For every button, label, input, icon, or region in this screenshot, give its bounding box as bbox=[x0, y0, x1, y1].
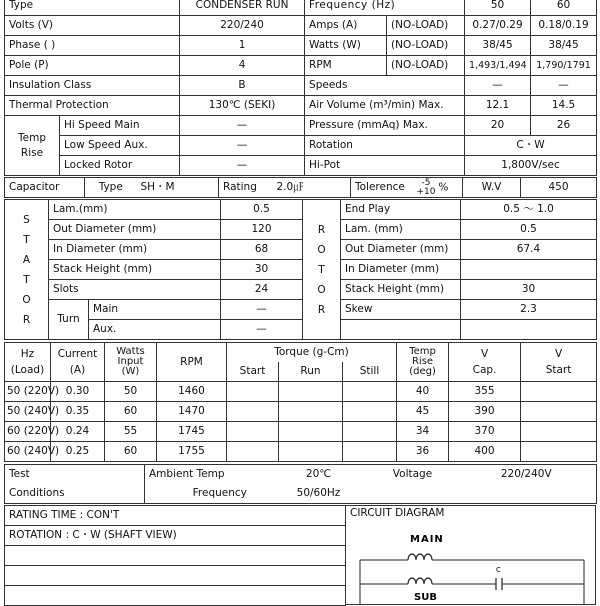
pole-value: 4 bbox=[180, 56, 305, 76]
voltage-value: 220/240V bbox=[457, 465, 597, 485]
stator-letter: S bbox=[23, 213, 30, 226]
pole-label: Pole (P) bbox=[5, 56, 180, 76]
perf-rpm: 1470 bbox=[157, 402, 227, 422]
perf-still bbox=[343, 382, 397, 402]
type-value: CONDENSER RUN bbox=[180, 0, 305, 16]
stator-letter: R bbox=[22, 313, 31, 326]
stator-od-value: 120 bbox=[221, 220, 303, 240]
perf-row bbox=[5, 402, 597, 422]
temp-rise-label: Temp Rise bbox=[5, 116, 60, 176]
main-winding-label: MAIN bbox=[410, 534, 444, 545]
stator-letter: T bbox=[23, 273, 30, 286]
amps-label: Amps (A) bbox=[305, 16, 387, 36]
perf-start bbox=[227, 382, 279, 402]
perf-cap-header: V Cap. bbox=[449, 343, 521, 382]
rotor-letter: R bbox=[317, 303, 326, 316]
rotor-letter: T bbox=[318, 263, 325, 276]
perf-current: 0.25 bbox=[51, 442, 105, 462]
perf-start bbox=[227, 402, 279, 422]
circuit-diagram-label: CIRCUIT DIAGRAM bbox=[350, 507, 445, 519]
perf-cap: 355 bbox=[449, 382, 521, 402]
rotor-letter: R bbox=[317, 223, 326, 236]
perf-vstart bbox=[521, 402, 597, 422]
perf-hz: 60 (220V) bbox=[5, 422, 51, 442]
perf-hz-header: Hz (Load) bbox=[5, 343, 51, 382]
voltage-label: Voltage bbox=[369, 465, 457, 485]
perf-run bbox=[279, 422, 343, 442]
cap-type-value: SH・M bbox=[137, 178, 219, 198]
circuit-diagram-box bbox=[345, 505, 596, 605]
test-conditions-table bbox=[4, 464, 597, 504]
freq-50: 50 bbox=[465, 0, 531, 16]
stator-main-label: Main bbox=[89, 300, 221, 320]
sub-winding-label: SUB bbox=[414, 592, 437, 603]
rotor-skew-value: 2.3 bbox=[461, 300, 597, 320]
perf-rpm: 1745 bbox=[157, 422, 227, 442]
circuit-diagram bbox=[346, 524, 595, 604]
capacitor-table bbox=[4, 177, 597, 198]
perf-run bbox=[279, 442, 343, 462]
rpm-label: RPM bbox=[305, 56, 387, 76]
perf-row bbox=[5, 442, 597, 462]
rotor-stack-value: 30 bbox=[461, 280, 597, 300]
hipot-value: 1,800V/sec bbox=[465, 156, 597, 176]
rating-time: RATING TIME : CON'T bbox=[5, 506, 346, 526]
air-50: 12.1 bbox=[465, 96, 531, 116]
hi-speed-value: — bbox=[180, 116, 305, 136]
perf-temp: 36 bbox=[397, 442, 449, 462]
perf-vstart-header: V Start bbox=[521, 343, 597, 382]
perf-still bbox=[343, 442, 397, 462]
rpm-note: (NO-LOAD) bbox=[387, 56, 465, 76]
spec-table bbox=[4, 0, 597, 176]
rpm-60: 1,790/1791 bbox=[531, 56, 597, 76]
perf-cap: 370 bbox=[449, 422, 521, 442]
perf-start bbox=[227, 442, 279, 462]
pressure-60: 26 bbox=[531, 116, 597, 136]
speeds-60: — bbox=[531, 76, 597, 96]
stator-lam-value: 0.5 bbox=[221, 200, 303, 220]
rotor-od-value: 67.4 bbox=[461, 240, 597, 260]
rotor-endplay-label: End Play bbox=[341, 200, 461, 220]
stator-letter: O bbox=[22, 293, 31, 306]
locked-rotor-label: Locked Rotor bbox=[60, 156, 180, 176]
test-frequency-label: Frequency bbox=[145, 484, 269, 504]
cap-wv-value: 450 bbox=[521, 178, 597, 198]
thermal-value: 130℃ (SEKI) bbox=[180, 96, 305, 116]
speeds-label: Speeds bbox=[305, 76, 465, 96]
stator-letter: T bbox=[23, 233, 30, 246]
stator-letter: A bbox=[22, 253, 31, 266]
conditions-label: Conditions bbox=[5, 484, 145, 504]
insulation-label: Insulation Class bbox=[5, 76, 180, 96]
rpm-50: 1,493/1,494 bbox=[465, 56, 531, 76]
rotor-letter: O bbox=[317, 243, 326, 256]
test-label: Test bbox=[5, 465, 145, 485]
perf-temp: 45 bbox=[397, 402, 449, 422]
capacitor-label: Capacitor bbox=[5, 178, 85, 198]
freq-label: Frequency (Hz) bbox=[305, 0, 465, 16]
speeds-50: — bbox=[465, 76, 531, 96]
perf-rpm: 1755 bbox=[157, 442, 227, 462]
perf-temp: 40 bbox=[397, 382, 449, 402]
stator-lam-label: Lam.(mm) bbox=[49, 200, 221, 220]
cap-tolerance-label: Tolerence bbox=[351, 178, 413, 198]
thermal-label: Thermal Protection bbox=[5, 96, 180, 116]
rotor-od-label: Out Diameter (mm) bbox=[341, 240, 461, 260]
stator-od-label: Out Diameter (mm) bbox=[49, 220, 221, 240]
type-label: Type bbox=[5, 0, 180, 16]
hi-speed-label: Hi Speed Main bbox=[60, 116, 180, 136]
watts-note: (NO-LOAD) bbox=[387, 36, 465, 56]
perf-vstart bbox=[521, 422, 597, 442]
ambient-label: Ambient Temp bbox=[145, 465, 269, 485]
watts-60: 38/45 bbox=[531, 36, 597, 56]
ambient-value: 20℃ bbox=[269, 465, 369, 485]
perf-cap: 390 bbox=[449, 402, 521, 422]
rotor-letter: O bbox=[317, 283, 326, 296]
perf-temp-header: Temp Rise (deg) bbox=[397, 343, 449, 382]
perf-cap: 400 bbox=[449, 442, 521, 462]
perf-current: 0.35 bbox=[51, 402, 105, 422]
perf-still bbox=[343, 402, 397, 422]
insulation-value: B bbox=[180, 76, 305, 96]
air-volume-label: Air Volume (m³/min) Max. bbox=[305, 96, 465, 116]
stator-stack-value: 30 bbox=[221, 260, 303, 280]
rotor-vertical-label bbox=[303, 200, 341, 340]
hipot-label: Hi-Pot bbox=[305, 156, 465, 176]
perf-watts: 55 bbox=[105, 422, 157, 442]
rotor-stack-label: Stack Height (mm) bbox=[341, 280, 461, 300]
rotor-lam-value: 0.5 bbox=[461, 220, 597, 240]
rotation-value: C・W bbox=[465, 136, 597, 156]
phase-label: Phase ( ) bbox=[5, 36, 180, 56]
phase-value: 1 bbox=[180, 36, 305, 56]
stator-id-value: 68 bbox=[221, 240, 303, 260]
pressure-50: 20 bbox=[465, 116, 531, 136]
stator-id-label: In Diameter (mm) bbox=[49, 240, 221, 260]
rotor-id-label: In Diameter (mm) bbox=[341, 260, 461, 280]
performance-table bbox=[4, 342, 597, 462]
perf-current-header: Current (A) bbox=[51, 343, 105, 382]
perf-hz: 50 (240V) bbox=[5, 402, 51, 422]
notes-table bbox=[4, 505, 346, 606]
cap-tolerance-value: -5 +10 % bbox=[413, 178, 463, 198]
perf-run bbox=[279, 402, 343, 422]
air-60: 14.5 bbox=[531, 96, 597, 116]
stator-main-value: — bbox=[221, 300, 303, 320]
perf-current: 0.24 bbox=[51, 422, 105, 442]
stator-slots-value: 24 bbox=[221, 280, 303, 300]
sub-coil bbox=[408, 578, 432, 584]
perf-watts: 60 bbox=[105, 442, 157, 462]
cap-rating-label: Rating bbox=[219, 178, 273, 198]
perf-torque-still: Still bbox=[343, 362, 397, 382]
volts-label: Volts (V) bbox=[5, 16, 180, 36]
stator-vertical-label bbox=[5, 200, 49, 340]
perf-vstart bbox=[521, 442, 597, 462]
stator-stack-label: Stack Height (mm) bbox=[49, 260, 221, 280]
rotor-endplay-value: 0.5 ～ 1.0 bbox=[461, 200, 597, 220]
perf-start bbox=[227, 422, 279, 442]
perf-rpm: 1460 bbox=[157, 382, 227, 402]
perf-watts: 60 bbox=[105, 402, 157, 422]
volts-value: 220/240 bbox=[180, 16, 305, 36]
pressure-label: Pressure (mmAq) Max. bbox=[305, 116, 465, 136]
stator-slots-label: Slots bbox=[49, 280, 221, 300]
perf-torque-header: Torque (g-Cm) bbox=[227, 343, 397, 363]
perf-row bbox=[5, 422, 597, 442]
test-frequency-value: 50/60Hz bbox=[269, 484, 369, 504]
stator-turn-label: Turn bbox=[49, 300, 89, 340]
perf-hz: 50 (220V) bbox=[5, 382, 51, 402]
perf-temp: 34 bbox=[397, 422, 449, 442]
low-speed-value: — bbox=[180, 136, 305, 156]
stator-rotor-table bbox=[4, 199, 597, 340]
rotor-id-value bbox=[461, 260, 597, 280]
stator-aux-value: — bbox=[221, 320, 303, 340]
perf-torque-run: Run bbox=[279, 362, 343, 382]
rotor-skew-label: Skew bbox=[341, 300, 461, 320]
capacitor-symbol bbox=[496, 578, 502, 590]
rotor-lam-label: Lam. (mm) bbox=[341, 220, 461, 240]
perf-hz: 60 (240V) bbox=[5, 442, 51, 462]
watts-label: Watts (W) bbox=[305, 36, 387, 56]
perf-row bbox=[5, 382, 597, 402]
perf-watts: 50 bbox=[105, 382, 157, 402]
low-speed-label: Low Speed Aux. bbox=[60, 136, 180, 156]
freq-60: 60 bbox=[531, 0, 597, 16]
rotation-label: Rotation bbox=[305, 136, 465, 156]
amps-60: 0.18/0.19 bbox=[531, 16, 597, 36]
perf-rpm-header: RPM bbox=[157, 343, 227, 382]
rotation-note: ROTATION : C・W (SHAFT VIEW) bbox=[5, 526, 346, 546]
amps-note: (NO-LOAD) bbox=[387, 16, 465, 36]
perf-run bbox=[279, 382, 343, 402]
cap-rating-value: 2.0㎌ bbox=[273, 178, 351, 198]
main-coil bbox=[408, 554, 432, 560]
cap-type-label: Type bbox=[85, 178, 137, 198]
capacitor-c-label: C bbox=[496, 566, 501, 574]
perf-vstart bbox=[521, 382, 597, 402]
perf-still bbox=[343, 422, 397, 442]
amps-50: 0.27/0.29 bbox=[465, 16, 531, 36]
locked-rotor-value: — bbox=[180, 156, 305, 176]
stator-aux-label: Aux. bbox=[89, 320, 221, 340]
perf-watts-header: Watts Input (W) bbox=[105, 343, 157, 382]
perf-torque-start: Start bbox=[227, 362, 279, 382]
perf-current: 0.30 bbox=[51, 382, 105, 402]
cap-wv-label: W.V bbox=[463, 178, 521, 198]
watts-50: 38/45 bbox=[465, 36, 531, 56]
